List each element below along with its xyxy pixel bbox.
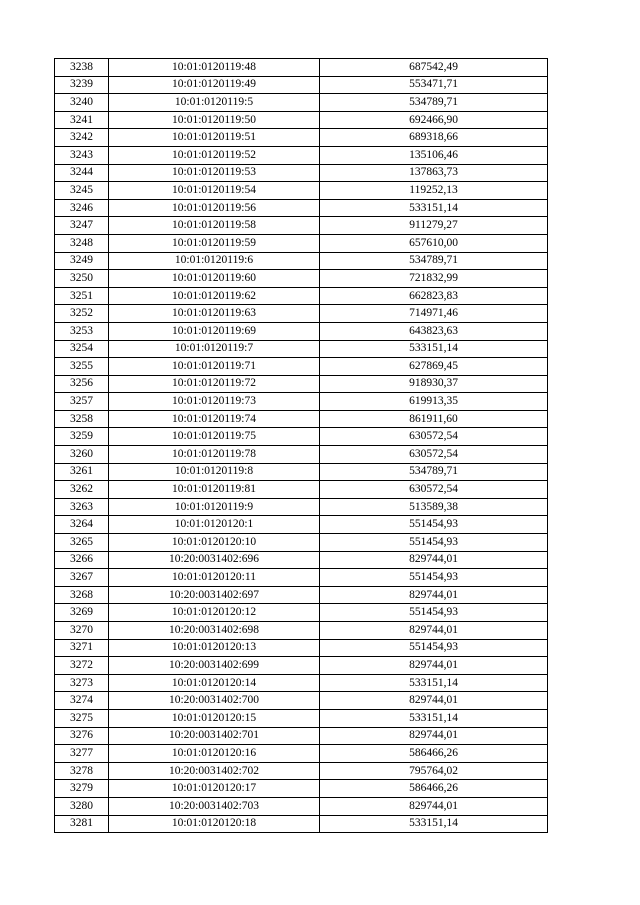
value-cell: 714971,46 <box>320 305 548 323</box>
value-cell: 829744,01 <box>320 692 548 710</box>
row-number-cell: 3252 <box>55 305 109 323</box>
table-row <box>55 762 548 780</box>
cadastral-number-cell: 10:01:0120120:16 <box>109 745 320 763</box>
table-row <box>55 657 548 675</box>
row-number-cell: 3250 <box>55 270 109 288</box>
value-cell: 551454,93 <box>320 604 548 622</box>
data-table <box>54 58 548 833</box>
value-cell: 533151,14 <box>320 815 548 833</box>
row-number-cell: 3268 <box>55 586 109 604</box>
value-cell: 551454,93 <box>320 569 548 587</box>
row-number-cell: 3257 <box>55 393 109 411</box>
row-number-cell: 3280 <box>55 797 109 815</box>
cadastral-number-cell: 10:01:0120119:74 <box>109 410 320 428</box>
row-number-cell: 3254 <box>55 340 109 358</box>
cadastral-number-cell: 10:20:0031402:697 <box>109 586 320 604</box>
cadastral-number-cell: 10:01:0120119:48 <box>109 59 320 77</box>
row-number-cell: 3244 <box>55 164 109 182</box>
row-number-cell: 3271 <box>55 639 109 657</box>
row-number-cell: 3265 <box>55 534 109 552</box>
row-number-cell: 3260 <box>55 446 109 464</box>
row-number-cell: 3276 <box>55 727 109 745</box>
table-row <box>55 639 548 657</box>
value-cell: 534789,71 <box>320 463 548 481</box>
row-number-cell: 3245 <box>55 182 109 200</box>
table-row <box>55 217 548 235</box>
cadastral-number-cell: 10:01:0120120:1 <box>109 516 320 534</box>
table-row <box>55 463 548 481</box>
value-cell: 630572,54 <box>320 446 548 464</box>
value-cell: 627869,45 <box>320 358 548 376</box>
value-cell: 619913,35 <box>320 393 548 411</box>
row-number-cell: 3243 <box>55 146 109 164</box>
cadastral-number-cell: 10:20:0031402:700 <box>109 692 320 710</box>
row-number-cell: 3266 <box>55 551 109 569</box>
table-row <box>55 446 548 464</box>
cadastral-number-cell: 10:20:0031402:696 <box>109 551 320 569</box>
table-row <box>55 234 548 252</box>
table-row <box>55 94 548 112</box>
value-cell: 795764,02 <box>320 762 548 780</box>
cadastral-number-cell: 10:01:0120120:10 <box>109 534 320 552</box>
value-cell: 533151,14 <box>320 709 548 727</box>
cadastral-number-cell: 10:20:0031402:703 <box>109 797 320 815</box>
value-cell: 829744,01 <box>320 551 548 569</box>
table-row <box>55 692 548 710</box>
cadastral-number-cell: 10:01:0120119:53 <box>109 164 320 182</box>
table-row <box>55 59 548 77</box>
table-row <box>55 727 548 745</box>
cadastral-number-cell: 10:01:0120119:9 <box>109 498 320 516</box>
value-cell: 630572,54 <box>320 481 548 499</box>
table-row <box>55 322 548 340</box>
row-number-cell: 3251 <box>55 287 109 305</box>
row-number-cell: 3241 <box>55 111 109 129</box>
value-cell: 551454,93 <box>320 516 548 534</box>
row-number-cell: 3279 <box>55 780 109 798</box>
row-number-cell: 3239 <box>55 76 109 94</box>
value-cell: 533151,14 <box>320 340 548 358</box>
cadastral-number-cell: 10:01:0120119:56 <box>109 199 320 217</box>
cadastral-number-cell: 10:01:0120120:17 <box>109 780 320 798</box>
table-row <box>55 534 548 552</box>
row-number-cell: 3281 <box>55 815 109 833</box>
row-number-cell: 3249 <box>55 252 109 270</box>
table-row <box>55 393 548 411</box>
table-row <box>55 569 548 587</box>
value-cell: 829744,01 <box>320 657 548 675</box>
table-row <box>55 252 548 270</box>
cadastral-number-cell: 10:01:0120120:18 <box>109 815 320 833</box>
cadastral-number-cell: 10:01:0120119:60 <box>109 270 320 288</box>
value-cell: 551454,93 <box>320 639 548 657</box>
table-row <box>55 622 548 640</box>
value-cell: 551454,93 <box>320 534 548 552</box>
row-number-cell: 3238 <box>55 59 109 77</box>
table-row <box>55 375 548 393</box>
cadastral-number-cell: 10:01:0120119:7 <box>109 340 320 358</box>
table-row <box>55 340 548 358</box>
cadastral-number-cell: 10:01:0120119:49 <box>109 76 320 94</box>
table-row <box>55 146 548 164</box>
cadastral-number-cell: 10:01:0120119:72 <box>109 375 320 393</box>
cadastral-number-cell: 10:01:0120120:13 <box>109 639 320 657</box>
cadastral-number-cell: 10:01:0120119:5 <box>109 94 320 112</box>
cadastral-number-cell: 10:01:0120119:81 <box>109 481 320 499</box>
row-number-cell: 3272 <box>55 657 109 675</box>
row-number-cell: 3264 <box>55 516 109 534</box>
table-row <box>55 305 548 323</box>
table-row <box>55 481 548 499</box>
row-number-cell: 3259 <box>55 428 109 446</box>
value-cell: 657610,00 <box>320 234 548 252</box>
cadastral-number-cell: 10:01:0120120:11 <box>109 569 320 587</box>
table-row <box>55 287 548 305</box>
row-number-cell: 3273 <box>55 674 109 692</box>
value-cell: 119252,13 <box>320 182 548 200</box>
table-row <box>55 270 548 288</box>
cadastral-number-cell: 10:01:0120119:62 <box>109 287 320 305</box>
table-row <box>55 709 548 727</box>
row-number-cell: 3274 <box>55 692 109 710</box>
cadastral-number-cell: 10:01:0120119:69 <box>109 322 320 340</box>
value-cell: 533151,14 <box>320 674 548 692</box>
table-row <box>55 410 548 428</box>
row-number-cell: 3278 <box>55 762 109 780</box>
table-row <box>55 745 548 763</box>
value-cell: 533151,14 <box>320 199 548 217</box>
cadastral-number-cell: 10:01:0120119:8 <box>109 463 320 481</box>
value-cell: 829744,01 <box>320 797 548 815</box>
value-cell: 662823,83 <box>320 287 548 305</box>
value-cell: 630572,54 <box>320 428 548 446</box>
row-number-cell: 3270 <box>55 622 109 640</box>
cadastral-number-cell: 10:20:0031402:698 <box>109 622 320 640</box>
value-cell: 829744,01 <box>320 727 548 745</box>
table-row <box>55 498 548 516</box>
value-cell: 721832,99 <box>320 270 548 288</box>
cadastral-number-cell: 10:01:0120119:75 <box>109 428 320 446</box>
value-cell: 513589,38 <box>320 498 548 516</box>
table-row <box>55 604 548 622</box>
table-row <box>55 182 548 200</box>
value-cell: 829744,01 <box>320 586 548 604</box>
cadastral-number-cell: 10:01:0120119:51 <box>109 129 320 147</box>
table-row <box>55 797 548 815</box>
row-number-cell: 3258 <box>55 410 109 428</box>
table-row <box>55 428 548 446</box>
table-row <box>55 164 548 182</box>
cadastral-number-cell: 10:01:0120119:54 <box>109 182 320 200</box>
value-cell: 586466,26 <box>320 780 548 798</box>
cadastral-number-cell: 10:20:0031402:702 <box>109 762 320 780</box>
row-number-cell: 3242 <box>55 129 109 147</box>
table-row <box>55 111 548 129</box>
table-row <box>55 129 548 147</box>
table-row <box>55 780 548 798</box>
value-cell: 829744,01 <box>320 622 548 640</box>
table-row <box>55 516 548 534</box>
cadastral-number-cell: 10:01:0120119:50 <box>109 111 320 129</box>
value-cell: 692466,90 <box>320 111 548 129</box>
row-number-cell: 3256 <box>55 375 109 393</box>
cadastral-number-cell: 10:01:0120120:12 <box>109 604 320 622</box>
row-number-cell: 3275 <box>55 709 109 727</box>
value-cell: 137863,73 <box>320 164 548 182</box>
value-cell: 586466,26 <box>320 745 548 763</box>
value-cell: 135106,46 <box>320 146 548 164</box>
cadastral-number-cell: 10:01:0120119:73 <box>109 393 320 411</box>
value-cell: 553471,71 <box>320 76 548 94</box>
row-number-cell: 3277 <box>55 745 109 763</box>
row-number-cell: 3267 <box>55 569 109 587</box>
cadastral-number-cell: 10:01:0120120:14 <box>109 674 320 692</box>
value-cell: 643823,63 <box>320 322 548 340</box>
value-cell: 918930,37 <box>320 375 548 393</box>
row-number-cell: 3269 <box>55 604 109 622</box>
row-number-cell: 3253 <box>55 322 109 340</box>
row-number-cell: 3261 <box>55 463 109 481</box>
cadastral-number-cell: 10:01:0120119:78 <box>109 446 320 464</box>
table-row <box>55 358 548 376</box>
table-row <box>55 199 548 217</box>
cadastral-number-cell: 10:20:0031402:701 <box>109 727 320 745</box>
cadastral-number-cell: 10:01:0120119:71 <box>109 358 320 376</box>
cadastral-number-cell: 10:01:0120119:59 <box>109 234 320 252</box>
cadastral-number-cell: 10:01:0120119:6 <box>109 252 320 270</box>
cadastral-number-cell: 10:01:0120120:15 <box>109 709 320 727</box>
table-row <box>55 674 548 692</box>
row-number-cell: 3255 <box>55 358 109 376</box>
row-number-cell: 3247 <box>55 217 109 235</box>
row-number-cell: 3240 <box>55 94 109 112</box>
cadastral-number-cell: 10:01:0120119:58 <box>109 217 320 235</box>
row-number-cell: 3262 <box>55 481 109 499</box>
table-body <box>55 59 548 833</box>
table-row <box>55 551 548 569</box>
row-number-cell: 3246 <box>55 199 109 217</box>
cadastral-number-cell: 10:01:0120119:63 <box>109 305 320 323</box>
value-cell: 534789,71 <box>320 252 548 270</box>
table-row <box>55 815 548 833</box>
cadastral-number-cell: 10:01:0120119:52 <box>109 146 320 164</box>
value-cell: 689318,66 <box>320 129 548 147</box>
value-cell: 687542,49 <box>320 59 548 77</box>
table-row <box>55 586 548 604</box>
table-row <box>55 76 548 94</box>
cadastral-number-cell: 10:20:0031402:699 <box>109 657 320 675</box>
value-cell: 534789,71 <box>320 94 548 112</box>
row-number-cell: 3263 <box>55 498 109 516</box>
value-cell: 911279,27 <box>320 217 548 235</box>
value-cell: 861911,60 <box>320 410 548 428</box>
row-number-cell: 3248 <box>55 234 109 252</box>
